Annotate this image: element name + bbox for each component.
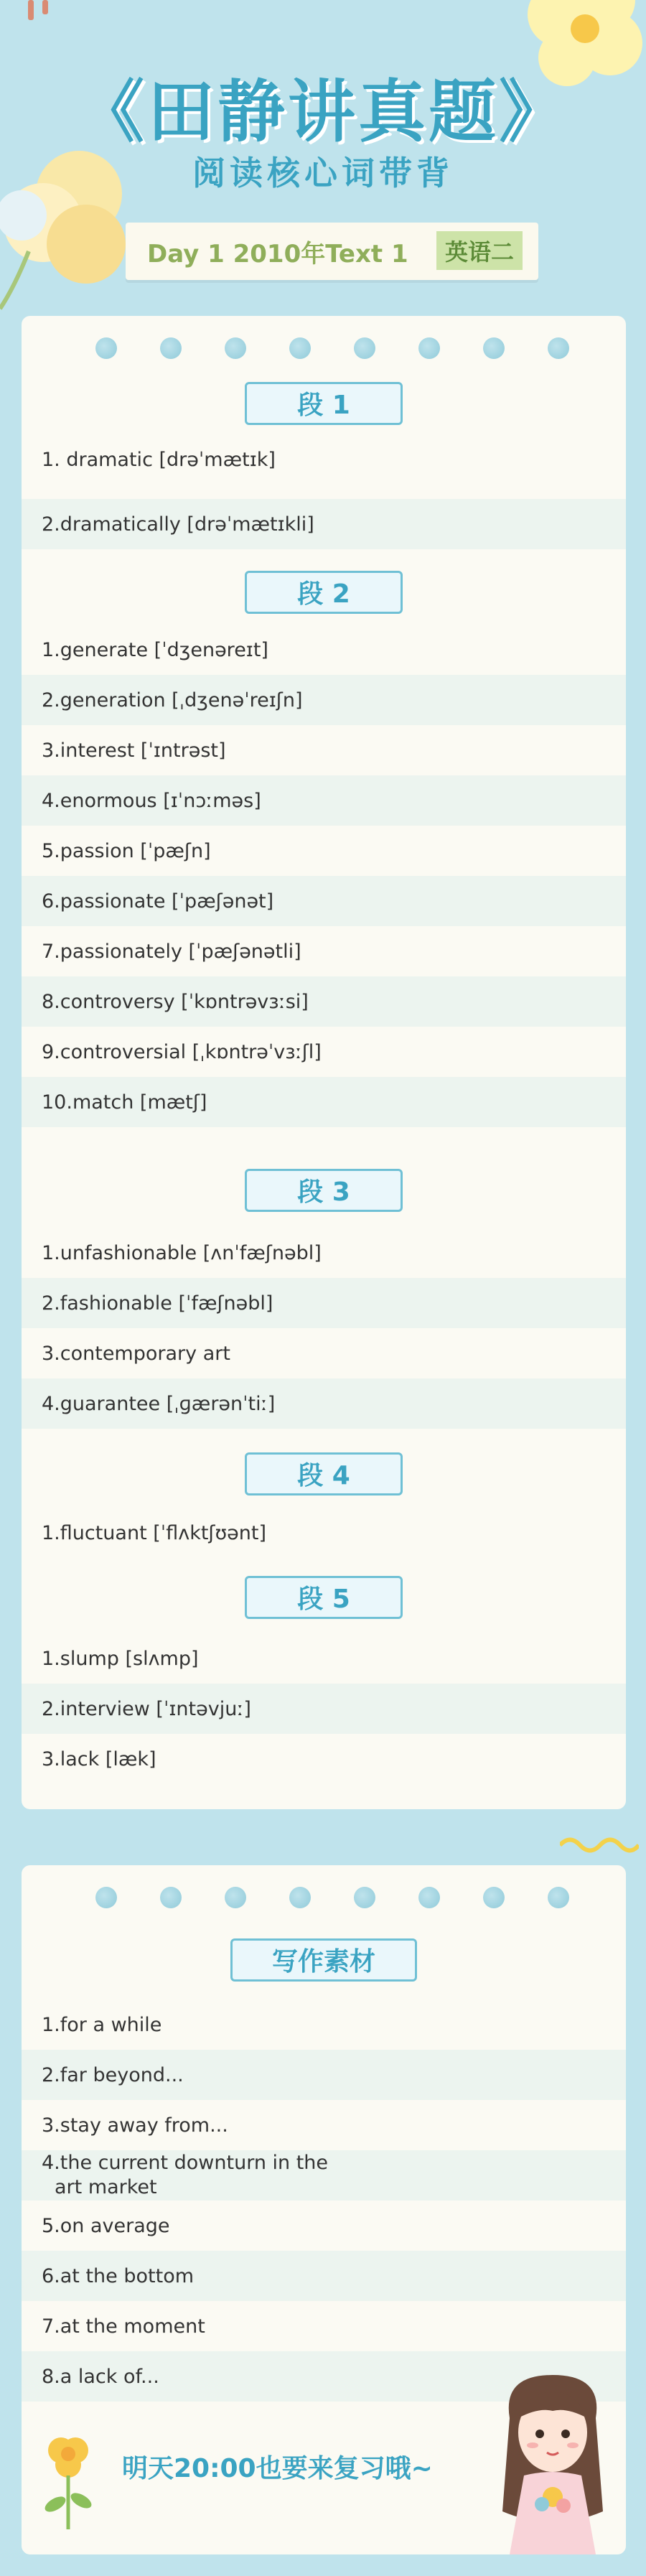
vocab-row: 6.passionate [ˈpæʃənət] <box>22 876 626 926</box>
vocab-row: 9.controversial [ˌkɒntrəˈvɜːʃl] <box>42 1040 322 1063</box>
vocab-row: 3.interest [ˈɪntrəst] <box>42 739 226 762</box>
binder-hole <box>483 1887 505 1908</box>
vocab-row: 2.interview [ˈɪntəvjuː] <box>22 1684 626 1734</box>
binder-hole <box>95 1887 117 1908</box>
pin-decoration <box>25 0 54 22</box>
binder-hole <box>354 1887 375 1908</box>
vocab-row: 5.passion [ˈpæʃn] <box>42 839 211 862</box>
vocab-row: 1.generate [ˈdʒenəreɪt] <box>42 638 268 661</box>
vocab-row: 1. dramatic [drəˈmætɪk] <box>42 448 276 471</box>
binder-hole <box>160 1887 182 1908</box>
phrase-row <box>22 2150 626 2201</box>
phrase-row: 5.on average <box>42 2214 170 2237</box>
vocab-row: 1.fluctuant [ˈflʌktʃʊənt] <box>42 1521 267 1544</box>
binder-hole <box>548 1887 569 1908</box>
phrase-row: 7.at the moment <box>42 2315 205 2338</box>
section-title-3: 段 3 <box>245 1169 403 1212</box>
flower-icon <box>39 2432 97 2533</box>
binder-hole <box>225 1887 246 1908</box>
page-subtitle: 阅读核心词带背 <box>192 154 454 192</box>
vocab-row: 7.passionately [ˈpæʃənətli] <box>42 940 301 963</box>
day-banner <box>126 223 538 280</box>
vocab-row: 1.unfashionable [ʌnˈfæʃnəbl] <box>42 1241 322 1264</box>
binder-hole <box>418 1887 440 1908</box>
footer-reminder: 明天20:00也要来复习哦~ <box>122 2454 433 2483</box>
section-title-4: 段 4 <box>245 1452 403 1495</box>
wave-decoration <box>560 1834 639 1856</box>
vocab-row: 3.lack [læk] <box>42 1747 156 1770</box>
vocab-card <box>22 316 626 1809</box>
binder-hole <box>289 1887 311 1908</box>
binder-hole <box>354 337 375 359</box>
vocab-row: 10.match [mætʃ] <box>22 1077 626 1127</box>
vocab-row: 3.contemporary art <box>42 1342 230 1365</box>
page-title: 《田静讲真题》 <box>76 73 569 151</box>
binder-hole <box>418 337 440 359</box>
vocab-row: 2.dramatically [drəˈmætɪkli] <box>22 499 626 549</box>
section-title-5: 段 5 <box>245 1576 403 1619</box>
vocab-row: 8.controversy [ˈkɒntrəvɜːsi] <box>22 976 626 1027</box>
binder-hole <box>548 337 569 359</box>
phrase-row: 3.stay away from... <box>42 2114 228 2137</box>
binder-hole <box>160 337 182 359</box>
phrase-row: 6.at the bottom <box>22 2251 626 2301</box>
phrase-line-1: 4.the current downturn in the <box>42 2152 329 2174</box>
vocab-row: 4.guarantee [ˌɡærənˈtiː] <box>22 1378 626 1429</box>
phrase-row: 2.far beyond... <box>22 2050 626 2100</box>
vocab-row: 4.enormous [ɪˈnɔːməs] <box>22 775 626 826</box>
binder-hole <box>483 337 505 359</box>
phrase-line-2: art market <box>55 2176 157 2198</box>
writing-section-title: 写作素材 <box>230 1938 417 1982</box>
exam-tag: 英语二 <box>436 231 523 270</box>
binder-holes <box>22 1887 626 1915</box>
binder-holes <box>22 337 626 366</box>
day-label: Day 1 2010年Text 1 <box>147 240 408 269</box>
vocab-row: 1.slump [slʌmp] <box>42 1647 199 1670</box>
binder-hole <box>225 337 246 359</box>
avatar-illustration <box>481 2368 624 2554</box>
phrase-row: 1.for a while <box>42 2013 162 2036</box>
vocab-row: 2.generation [ˌdʒenəˈreɪʃn] <box>22 675 626 725</box>
section-title-2: 段 2 <box>245 571 403 614</box>
binder-hole <box>95 337 117 359</box>
vocab-row: 2.fashionable [ˈfæʃnəbl] <box>22 1278 626 1328</box>
section-title-1: 段 1 <box>245 382 403 425</box>
phrase-row: 8.a lack of... <box>22 2351 626 2402</box>
binder-hole <box>289 337 311 359</box>
